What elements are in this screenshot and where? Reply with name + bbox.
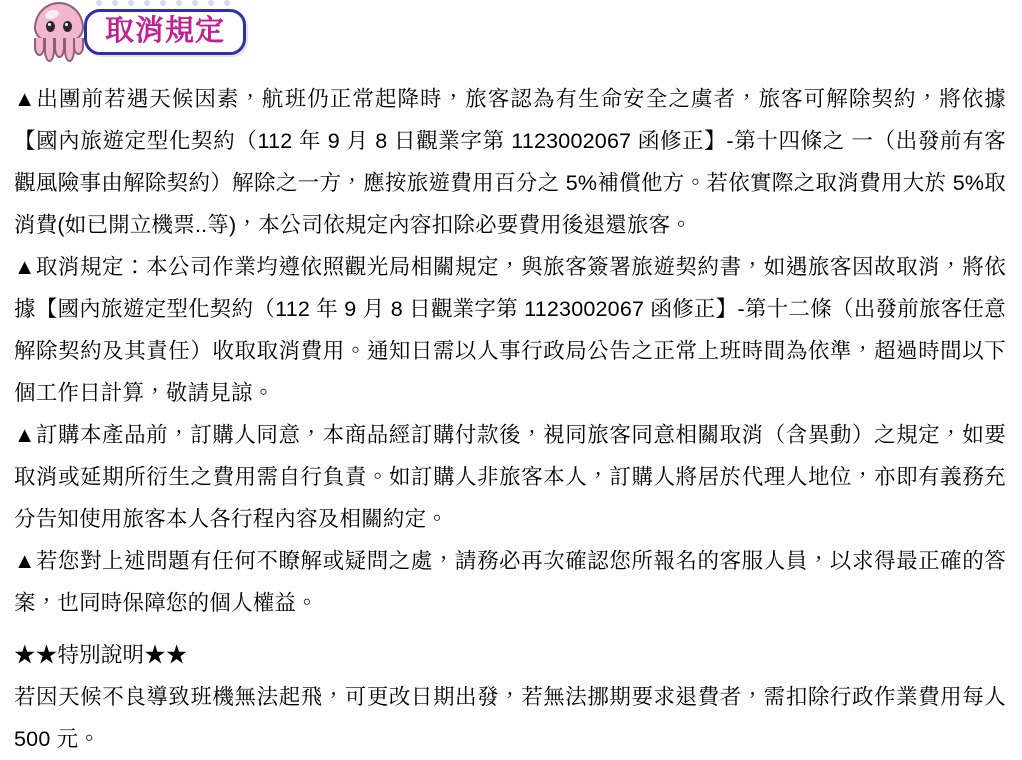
special-note-heading: ★★特別說明★★ <box>14 643 188 667</box>
policy-paragraph-text: 訂購本產品前，訂購人同意，本商品經訂購付款後，視同旅客同意相關取消（含異動）之規定，如要取消或延期所衍生之費用需自行負責。如訂購人非旅客本人，訂購人將居於代理人地位，亦即有義務充分告知使用旅客本人各行程內容及相關約定。 <box>14 423 1006 531</box>
policy-content <box>0 78 1022 760</box>
policy-paragraph <box>14 246 1006 414</box>
policy-paragraph <box>14 414 1006 540</box>
squid-tentacles <box>34 38 84 64</box>
page-title-plate <box>84 9 246 55</box>
policy-paragraph <box>14 78 1006 246</box>
policy-paragraph-text: 若您對上述問題有任何不瞭解或疑問之處，請務必再次確認您所報名的客服人員，以求得最正確的答案，也同時保障您的個人權益。 <box>14 549 1006 615</box>
bullet-triangle-icon: ▲ <box>14 87 37 111</box>
page-title: 取消規定 <box>105 15 226 47</box>
squid-eye-left <box>46 21 55 32</box>
policy-paragraph <box>14 540 1006 624</box>
special-note-text: 若因天候不良導致班機無法起飛，可更改日期出發，若無法挪期要求退費者，需扣除行政作業費用每人 500 元。 <box>14 685 1006 751</box>
bullet-triangle-icon: ▲ <box>14 423 36 447</box>
bullet-triangle-icon: ▲ <box>14 255 36 279</box>
squid-eye-right <box>63 21 72 32</box>
page-header <box>0 0 1022 78</box>
policy-paragraph-text: 出團前若遇天候因素，航班仍正常起降時，旅客認為有生命安全之虞者，旅客可解除契約，將依據【國內旅遊定型化契約（112 年 9 月 8 日觀業字第 1123002067 函修正】-第十四條之 一（出發前有客觀風險事由解除契約）解除之一方，應按旅遊費用百分之 5%補償他方。若依實際之取消費用大於 5%取消費(如已開立機票..等)，本公司依規定內容扣除必要費用後退還旅客。 <box>14 87 1007 237</box>
bullet-triangle-icon: ▲ <box>14 549 36 573</box>
policy-paragraph-text: 取消規定：本公司作業均遵依照觀光局相關規定，與旅客簽署旅遊契約書，如遇旅客因故取消，將依據【國內旅遊定型化契約（112 年 9 月 8 日觀業字第 1123002067 函修正】-第十二條（出發前旅客任意解除契約及其責任）收取取消費用。通知日需以人事行政局公告之正常上班時間為依準，超過時間以下個工作日計算，敬請見諒。 <box>14 255 1006 405</box>
